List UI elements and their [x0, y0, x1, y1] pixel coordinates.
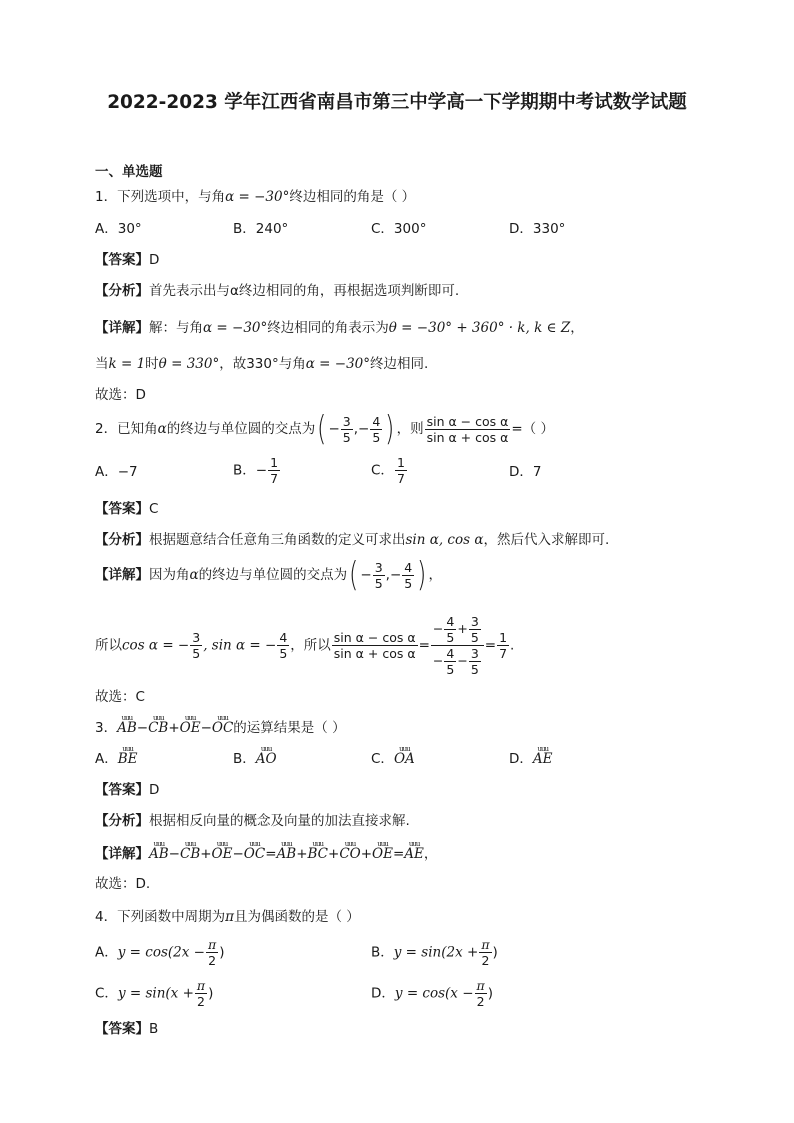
fraction-4-5 [444, 614, 456, 645]
detail-tag: 【详解】 [95, 846, 149, 862]
q2-detail-text-2: 的终边与单位圆的交点为 [198, 567, 348, 583]
answer-tag: 【答案】 [95, 782, 149, 798]
minus-sign: − [432, 653, 444, 668]
numerator: 4 [446, 614, 455, 629]
q2-stem-text-2: 的终边与单位圆的交点为 [166, 421, 316, 437]
denominator: 7 [396, 471, 405, 486]
numerator: 1 [270, 455, 279, 470]
answer-tag: 【答案】 [95, 1021, 149, 1037]
detail-tag: 【详解】 [95, 567, 149, 583]
close-paren: ) [492, 944, 498, 961]
numerator: 3 [192, 630, 201, 645]
numerator: 3 [342, 413, 351, 429]
q2-sin-eq: , sin α = − [203, 637, 277, 654]
numerator: sin α − cos α [333, 630, 416, 645]
q2-detail-line2 [95, 614, 514, 677]
q1-stem [95, 188, 415, 206]
q4-option-b-expr: y = sin(2x + [393, 944, 479, 961]
comma: ， [423, 846, 438, 862]
q2-stem-text-3: ，则 [396, 421, 424, 437]
option-label: B． [371, 944, 394, 961]
plus-sign: + [168, 720, 180, 736]
period: . [510, 637, 515, 654]
q1-line2-text: 当 [95, 356, 109, 372]
denominator: 5 [372, 429, 381, 445]
q4-pi: π [225, 909, 234, 925]
q3-stem [95, 719, 346, 737]
answer-tag: 【答案】 [95, 501, 149, 517]
denominator: 5 [470, 662, 479, 677]
plus-sign: + [200, 846, 212, 862]
q2-analysis-expr: sin α, cos α [405, 532, 484, 548]
q1-choose: 故选：D [95, 387, 146, 403]
q1-detail-alpha: α = −30° [203, 320, 268, 336]
fraction-3-5 [190, 630, 202, 661]
option-label: C． [371, 462, 394, 479]
vector-cb: uuu CB [148, 719, 168, 737]
fraction-3-5 [341, 414, 353, 445]
compound-denominator [431, 646, 484, 677]
q1-line2-text-5: 终边相同. [370, 356, 429, 372]
q3-option-d [509, 750, 553, 768]
q4-option-c [95, 978, 213, 1009]
q1-option-a: A．30° [95, 221, 142, 237]
q1-answer-value: D [149, 252, 160, 268]
fraction-1-7 [268, 455, 280, 486]
numerator: π [196, 978, 206, 993]
minus-sign: − [168, 846, 180, 862]
q1-line2-text-3: ，故 [219, 356, 247, 372]
vector-ae: uuu AE [533, 750, 553, 768]
numerator: sin α − cos α [426, 413, 509, 429]
plus-sign: + [457, 621, 468, 636]
compound-fraction [431, 614, 484, 677]
denominator: 5 [470, 630, 479, 645]
q1-stem-tail: 终边相同的角是（ ） [289, 189, 416, 205]
option-label: C． [95, 985, 118, 1002]
vector-oe: uuu OE [212, 845, 233, 863]
option-label: D． [509, 751, 533, 767]
numerator: 4 [279, 630, 288, 645]
q2-option-c [371, 455, 408, 486]
q1-stem-text: 1．下列选项中，与角 [95, 189, 226, 205]
numerator: π [476, 978, 485, 993]
right-paren: ) [385, 409, 395, 449]
comma: , [385, 567, 390, 583]
option-label: C． [371, 751, 394, 767]
compound-numerator [431, 614, 484, 646]
numerator: 3 [374, 559, 383, 575]
denominator: 2 [197, 994, 205, 1009]
minus-sign: − [389, 567, 402, 583]
q2-option-d: D．7 [509, 464, 542, 480]
vector-bc: uuu BC [308, 845, 329, 863]
vector-co: uuu CO [339, 845, 360, 863]
q1-detail-expr: θ = −30° + 360° · k, k ∈ Z [388, 320, 571, 336]
q2-stem-text: 2．已知角 [95, 421, 158, 437]
minus-sign: − [432, 621, 444, 636]
numerator: 1 [499, 630, 508, 645]
fraction-pi-2 [479, 937, 491, 968]
analysis-tag: 【分析】 [95, 813, 149, 829]
q4-answer [95, 1020, 158, 1038]
fraction-pi-2 [206, 937, 218, 968]
q2-so-text-2: ，所以 [290, 637, 331, 654]
q1-option-b: B．240° [233, 221, 289, 237]
close-paren: ) [487, 985, 494, 1002]
q2-stem-tail: =（ ） [511, 421, 554, 437]
q1-option-d: D．330° [509, 221, 566, 237]
q1-detail-line2 [95, 355, 428, 373]
q1-answer [95, 251, 159, 269]
minus-sign: − [360, 567, 372, 583]
option-label: D． [371, 985, 395, 1002]
analysis-tag: 【分析】 [95, 283, 149, 299]
equals-sign: = [392, 846, 405, 862]
q1-line2-theta: θ = 330° [158, 356, 220, 372]
fraction-4-5 [402, 560, 414, 591]
vector-oa: uuu OA [394, 750, 415, 768]
q3-analysis [95, 812, 410, 830]
vector-ae: uuu AE [404, 845, 424, 863]
plus-sign: + [296, 846, 308, 862]
denominator: 5 [374, 575, 383, 591]
q1-detail-punct: ， [570, 320, 584, 336]
minus-sign: − [232, 846, 244, 862]
minus-sign: − [328, 421, 340, 437]
q1-detail-text-2: 终边相同的角表示为 [267, 320, 389, 336]
option-label: B．− [233, 462, 268, 479]
q1-option-c: C．300° [371, 221, 427, 237]
denominator: 5 [446, 630, 455, 645]
left-paren: ( [349, 555, 359, 595]
q3-option-b [233, 750, 277, 768]
fraction-3-5 [373, 560, 385, 591]
q3-option-a [95, 750, 138, 768]
q2-stem [95, 409, 554, 449]
minus-sign: − [358, 421, 370, 437]
fraction-pi-2 [195, 978, 207, 1009]
fraction-3-5 [469, 614, 481, 645]
q4-option-c-expr: y = sin(x + [117, 985, 194, 1002]
q4-stem-text: 4．下列函数中周期为 [95, 909, 226, 925]
equals-sign: = [418, 637, 430, 654]
q3-answer [95, 781, 159, 799]
left-paren: ( [317, 409, 327, 449]
detail-tag: 【详解】 [95, 320, 149, 336]
denominator: 7 [499, 646, 508, 661]
q4-answer-value: B [149, 1021, 159, 1037]
q3-answer-value: D [149, 782, 160, 798]
right-paren: ) [417, 555, 427, 595]
q1-line2-text-4: 与角 [278, 356, 306, 372]
denominator: 7 [270, 471, 279, 486]
comma: , [353, 421, 359, 437]
q2-expression-fraction [425, 414, 511, 445]
denominator: sin α + cos α [333, 646, 416, 661]
q1-detail [95, 319, 584, 337]
denominator: sin α + cos α [426, 429, 509, 445]
denominator: 2 [481, 953, 490, 968]
q2-alpha: α [157, 421, 167, 437]
denominator: 5 [446, 662, 455, 677]
q1-detail-text: 解：与角 [149, 320, 203, 336]
vector-oe: uuu OE [372, 845, 393, 863]
q1-line2-k: k = 1 [108, 356, 146, 372]
vector-ab: uuu AB [117, 719, 137, 737]
q4-option-a [95, 937, 224, 968]
analysis-tag: 【分析】 [95, 532, 149, 548]
vector-ab: uuu AB [277, 845, 297, 863]
vector-cb: uuu CB [180, 845, 200, 863]
minus-sign: − [457, 653, 468, 668]
option-label: A． [95, 751, 118, 767]
vector-ab: uuu AB [149, 845, 169, 863]
q3-choose: 故选：D. [95, 876, 151, 892]
denominator: 5 [342, 429, 351, 445]
minus-sign: − [136, 720, 149, 736]
q2-detail [95, 555, 442, 595]
denominator: 5 [192, 646, 201, 661]
numerator: π [207, 937, 217, 952]
q1-alpha-expr: α = −30° [225, 189, 290, 205]
q3-stem-tail: 的运算结果是（ ） [233, 720, 346, 736]
numerator: 3 [470, 614, 479, 629]
answer-tag: 【答案】 [95, 252, 149, 268]
fraction-4-5 [444, 646, 456, 677]
numerator: 4 [404, 559, 413, 575]
option-label: B． [233, 751, 256, 767]
q2-analysis-text: 根据题意结合任意角三角函数的定义可求出 [149, 532, 406, 548]
q3-option-c [371, 750, 415, 768]
q2-detail-alpha: α [189, 567, 199, 583]
close-paren: ) [219, 944, 225, 961]
q2-cos-eq: cos α = − [122, 637, 190, 654]
fraction-4-5 [277, 630, 289, 661]
q2-analysis [95, 531, 609, 549]
numerator: 4 [372, 413, 381, 429]
minus-sign: − [200, 720, 212, 736]
numerator: π [481, 937, 490, 952]
q2-so-text: 所以 [95, 637, 122, 654]
denominator: 2 [208, 953, 217, 968]
q4-option-d-expr: y = cos(x − [394, 985, 474, 1002]
q1-analysis-text: 首先表示出与α终边相同的角，再根据选项判断即可. [149, 283, 460, 299]
q4-stem [95, 908, 360, 926]
q3-number: 3． [95, 720, 118, 736]
denominator: 2 [476, 994, 485, 1009]
fraction-1-7 [497, 630, 509, 661]
vector-ao: uuu AO [256, 750, 277, 768]
vector-be: uuu BE [118, 750, 138, 768]
page-title: 2022-2023 学年江西省南昌市第三中学高一下学期期中考试数学试题 [107, 92, 687, 113]
equals-sign: = [484, 637, 497, 654]
q3-analysis-text: 根据相反向量的概念及向量的加法直接求解. [149, 813, 410, 829]
q2-detail-text: 因为角 [149, 567, 190, 583]
q3-detail [95, 845, 437, 863]
q4-stem-tail: 且为偶函数的是（ ） [233, 909, 360, 925]
q1-line2-alpha: α = −30° [305, 356, 371, 372]
numerator: 3 [470, 646, 479, 661]
vector-oc: uuu OC [244, 845, 265, 863]
fraction-4-5 [370, 414, 382, 445]
q4-option-a-expr: y = cos(2x − [117, 944, 205, 961]
fraction-pi-2 [475, 978, 487, 1009]
q2-expression-fraction [332, 630, 418, 661]
vector-oc: uuu OC [212, 719, 233, 737]
fraction-3-5 [469, 646, 481, 677]
denominator: 5 [404, 575, 413, 591]
numerator: 1 [396, 455, 405, 470]
q4-option-d [371, 978, 493, 1009]
q2-option-a: A．−7 [95, 464, 138, 480]
equals-sign: = [265, 846, 277, 862]
plus-sign: + [360, 846, 373, 862]
denominator: 5 [279, 646, 288, 661]
numerator: 4 [446, 646, 455, 661]
q2-detail-punct: ， [428, 567, 442, 583]
close-paren: ) [208, 985, 214, 1002]
q1-line2-text-2: 时 [145, 356, 159, 372]
plus-sign: + [328, 846, 340, 862]
q1-line2-value: 330° [246, 356, 279, 372]
q2-analysis-tail: ，然后代入求解即可. [483, 532, 610, 548]
q2-option-b [233, 455, 281, 486]
q2-choose: 故选：C [95, 689, 145, 705]
q2-answer [95, 500, 158, 518]
q2-answer-value: C [149, 501, 159, 517]
q1-analysis [95, 282, 459, 300]
fraction-1-7 [395, 455, 407, 486]
option-label: A． [95, 944, 118, 961]
q4-option-b [371, 937, 498, 968]
vector-oe: uuu OE [180, 719, 201, 737]
section-heading: 一、单选题 [95, 164, 163, 180]
